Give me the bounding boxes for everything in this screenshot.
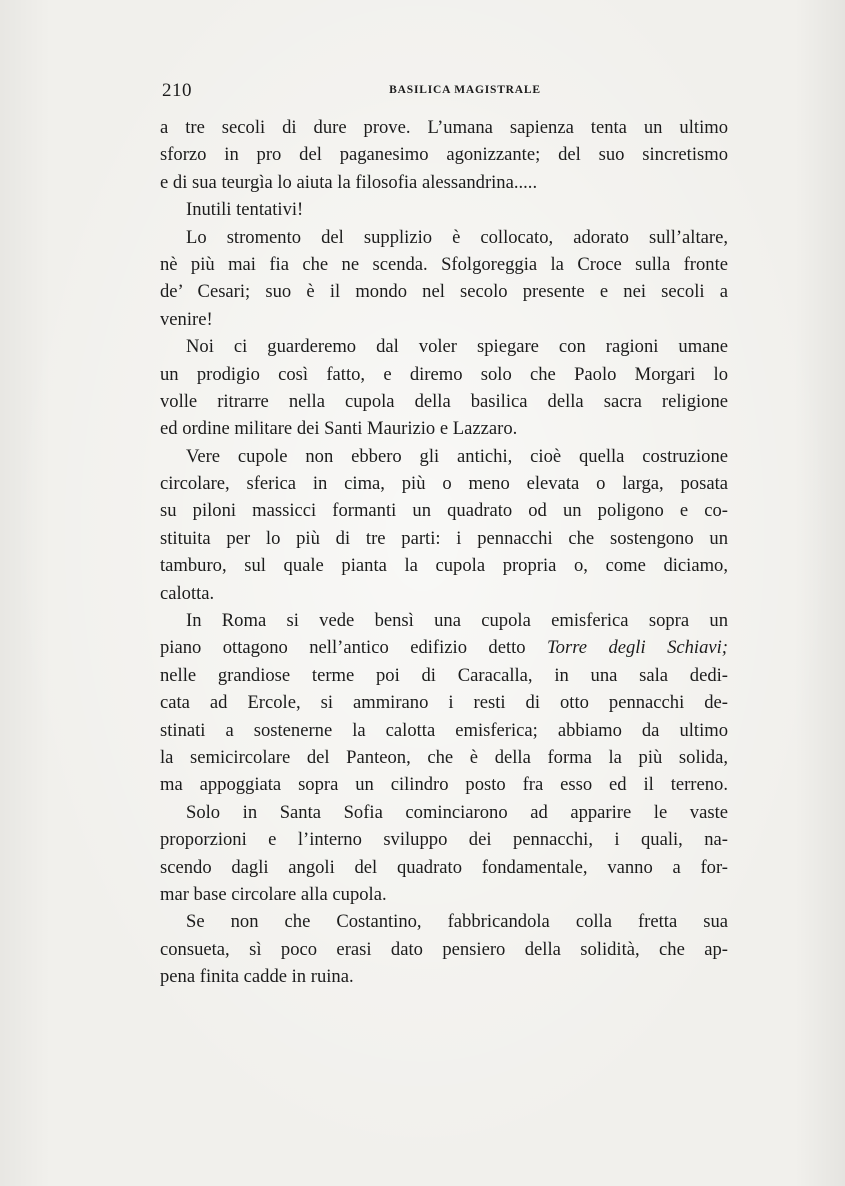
text-line: stituita per lo più di tre parti: i pennacchi che sostengono un: [160, 527, 728, 549]
running-head: BASILICA MAGISTRALE: [389, 84, 541, 96]
text-line: sforzo in pro del paganesimo agonizzante; del suo sincretismo: [160, 144, 728, 166]
text-line: mar base circolare alla cupola.: [160, 883, 387, 905]
page-header: [162, 80, 728, 104]
text-line: pena finita cadde in ruina.: [160, 966, 354, 988]
text-line: consueta, sì poco erasi dato pensiero della solidità, che ap-: [160, 938, 728, 960]
text-line: nè più mai fia che ne scenda. Sfolgoreggia la Croce sulla fronte: [160, 253, 728, 275]
text-line: Noi ci guarderemo dal voler spiegare con ragioni umane: [186, 336, 728, 358]
text-line: Se non che Costantino, fabbricandola colla fretta sua: [186, 911, 728, 933]
text-line: volle ritrarre nella cupola della basilica della sacra religione: [160, 390, 728, 412]
text-line: a tre secoli di dure prove. L’umana sapienza tenta un ultimo: [160, 117, 728, 138]
text-line: su piloni massicci formanti un quadrato od un poligono e co-: [160, 500, 728, 522]
text-line: calotta.: [160, 582, 215, 604]
text-line: la semicircolare del Panteon, che è della forma la più solida,: [160, 746, 728, 768]
text-span: piano ottagono nell’antico edifizio detto: [160, 637, 548, 659]
text-line: [160, 634, 728, 661]
text-line: Lo stromento del supplizio è collocato, adorato sull’altare,: [186, 226, 728, 248]
text-line: scendo dagli angoli del quadrato fondamentale, vanno a for-: [160, 856, 728, 878]
text-line: ma appoggiata sopra un cilindro posto fra esso ed il terreno.: [160, 774, 728, 796]
page-number: 210: [162, 80, 192, 101]
text-line: stinati a sostenerne la calotta emisferica; abbiamo da ultimo: [160, 719, 728, 741]
text-line: In Roma si vede bensì una cupola emisferica sopra un: [186, 610, 728, 632]
text-line: e di sua teurgìa lo aiuta la filosofia alessandrina.....: [160, 171, 538, 193]
text-line: cata ad Ercole, si ammirano i resti di otto pennacchi de-: [160, 692, 728, 714]
text-line: de’ Cesari; suo è il mondo nel secolo presente e nei secoli a: [160, 281, 728, 303]
text-line: proporzioni e l’interno sviluppo dei pennacchi, i quali, na-: [160, 829, 728, 851]
text-line: circolare, sferica in cima, più o meno elevata o larga, posata: [160, 473, 728, 495]
text-line: venire!: [160, 308, 213, 330]
text-line: nelle grandiose terme poi di Caracalla, in una sala dedi-: [160, 664, 728, 686]
text-line: Inutili tentativi!: [186, 199, 304, 221]
text-line: un prodigio così fatto, e diremo solo che Paolo Morgari lo: [160, 363, 728, 385]
text-line: tamburo, sul quale pianta la cupola propria o, come diciamo,: [160, 555, 728, 577]
text-line: Vere cupole non ebbero gli antichi, cioè quella costruzione: [186, 445, 728, 467]
text-line: ed ordine militare dei Santi Maurizio e Lazzaro.: [160, 418, 518, 440]
text-line: Solo in Santa Sofia cominciarono ad apparire le vaste: [186, 801, 728, 823]
italic-title: Torre degli Schiavi;: [547, 637, 728, 659]
body-text: [160, 114, 728, 991]
